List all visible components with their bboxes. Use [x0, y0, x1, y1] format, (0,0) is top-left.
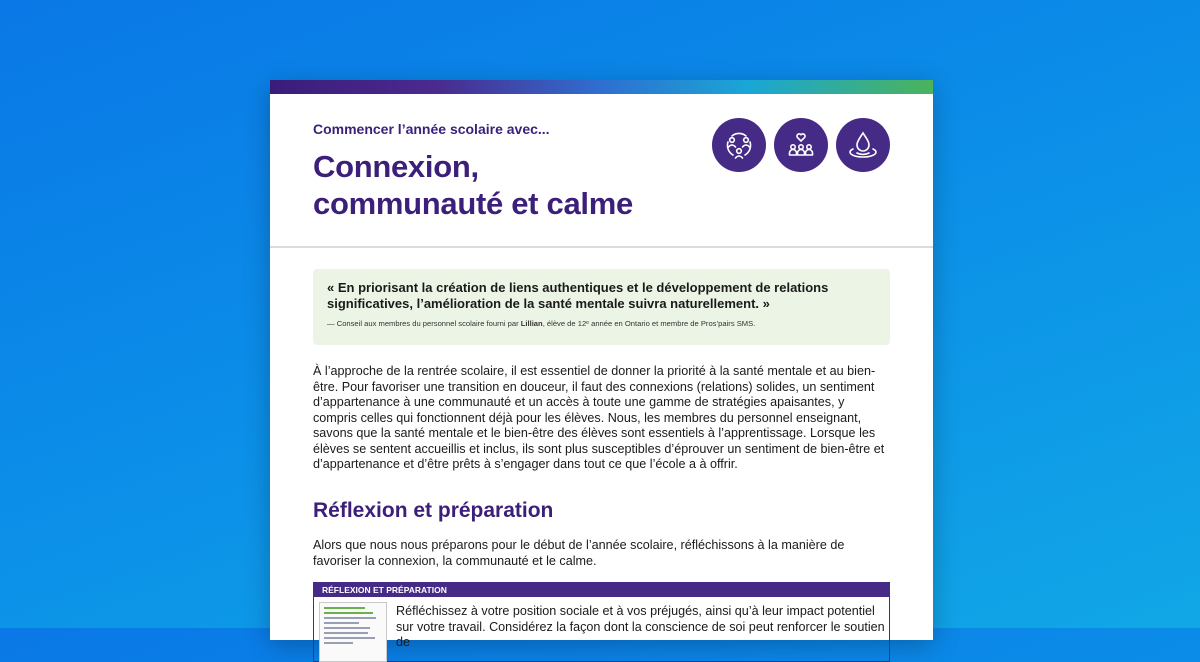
eyebrow-text: Commencer l’année scolaire avec...: [313, 121, 550, 137]
community-icon: [774, 118, 828, 172]
quote-author: Lillian: [520, 319, 543, 328]
reflection-box-text: Réfléchissez à votre position sociale et à vos préjugés, ainsi qu’à leur impact potentiel sur votre travail. Considérez la façon dont la conscience de soi peut renforcer le soutien de: [396, 604, 885, 649]
document-header: [270, 94, 933, 248]
theme-icons: [712, 118, 890, 172]
title-line-2: communauté et calme: [313, 186, 633, 221]
section-heading: Réflexion et préparation: [313, 499, 554, 522]
section-intro: Alors que nous nous préparons pour le début de l’année scolaire, réfléchissons à la manière de favoriser la connexion, la communauté et le calme.: [313, 538, 845, 568]
calm-water-icon: [836, 118, 890, 172]
quote-attribution-suffix: , élève de 12ᵉ année en Ontario et membre de Pros’pairs SMS.: [542, 319, 756, 328]
page-title: [313, 148, 633, 222]
document-page: [270, 80, 933, 649]
connection-icon: [712, 118, 766, 172]
intro-paragraph: À l’approche de la rentrée scolaire, il est essentiel de donner la priorité à la santé mentale et au bien-être. Pour favoriser une transition en douceur, il faut des connexions (relations) solides, un sentiment d’appartenance à une communauté et un accès à toute une gamme de stratégies apaisantes, y compris celles qui fonctionnent déjà pour les élèves. Nous, les membres du personnel enseignant, savons que la santé mentale et le bien-être des élèves sont essentiels à l’apprentissage. Lorsque les élèves se sentent accueillis et inclus, ils sont plus susceptibles d’éprouver un sentiment de bien-être et d’appartenance et d’être prêts à s’engager dans tout ce que l’école a à offrir.: [313, 364, 885, 471]
quote-attribution-prefix: — Conseil aux membres du personnel scolaire fourni par: [327, 319, 521, 328]
resource-thumbnail: [319, 602, 387, 662]
reflection-box: [313, 582, 890, 662]
reflection-box-title: RÉFLEXION ET PRÉPARATION: [314, 583, 889, 597]
title-line-1: Connexion,: [313, 149, 479, 184]
quote-attribution: [327, 319, 876, 329]
quote-text: « En priorisant la création de liens authentiques et le développement de relations significatives, l’amélioration de la santé mentale suivra naturellement. »: [327, 280, 829, 311]
quote-box: [313, 269, 890, 345]
gradient-stripe: [270, 80, 933, 94]
